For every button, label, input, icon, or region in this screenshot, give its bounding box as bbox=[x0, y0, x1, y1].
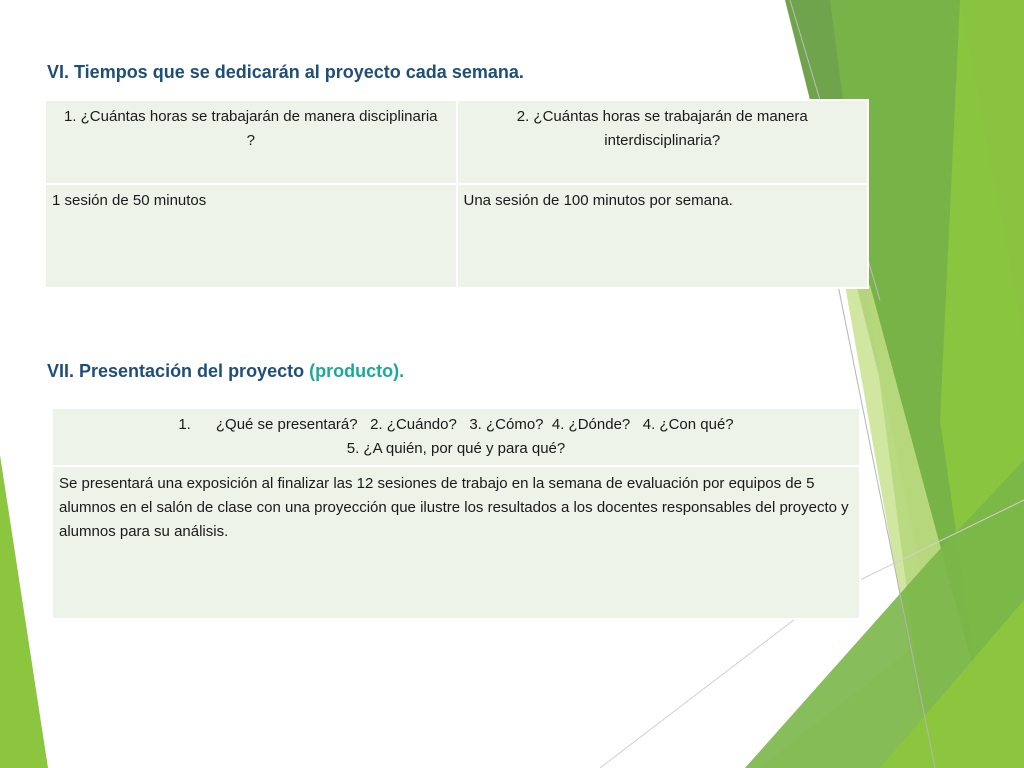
questions-line-2: 5. ¿A quién, por qué y para qué? bbox=[346, 440, 566, 457]
presentation-answer: Se presentará una exposición al finalizar las 12 sesiones de trabajo en la semana de evaluación por equipos de 5 alumnos en el salón de clase con una proyección que ilustre los resultados a los docentes responsables del proyecto y alumnos para su análisis. bbox=[52, 466, 860, 619]
questions-line-1: 1. ¿Qué se presentará? 2. ¿Cuándo? 3. ¿Cómo? 4. ¿Dónde? 4. ¿Con qué? bbox=[178, 416, 734, 433]
presentation-table bbox=[51, 407, 861, 620]
presentation-questions bbox=[52, 408, 860, 466]
table-row bbox=[45, 184, 868, 288]
table-header-row bbox=[45, 100, 868, 184]
table-row bbox=[52, 466, 860, 619]
value-interdisciplinary: Una sesión de 100 minutos por semana. bbox=[457, 184, 869, 288]
weekly-time-table bbox=[44, 99, 869, 289]
value-disciplinary: 1 sesión de 50 minutos bbox=[45, 184, 457, 288]
section-vii-title-accent: (producto). bbox=[309, 361, 405, 381]
section-vi-title: VI. Tiempos que se dedicarán al proyecto cada semana. bbox=[47, 62, 524, 82]
header-interdisciplinary: 2. ¿Cuántas horas se trabajarán de manera interdisciplinaria? bbox=[457, 100, 869, 184]
header-disciplinary: 1. ¿Cuántas horas se trabajarán de manera disciplinaria ? bbox=[45, 100, 457, 184]
section-vii-title-main: VII. Presentación del proyecto bbox=[47, 361, 310, 381]
section-vii-title bbox=[47, 361, 404, 382]
table-header-row bbox=[52, 408, 860, 466]
left-green-shape bbox=[0, 455, 48, 768]
